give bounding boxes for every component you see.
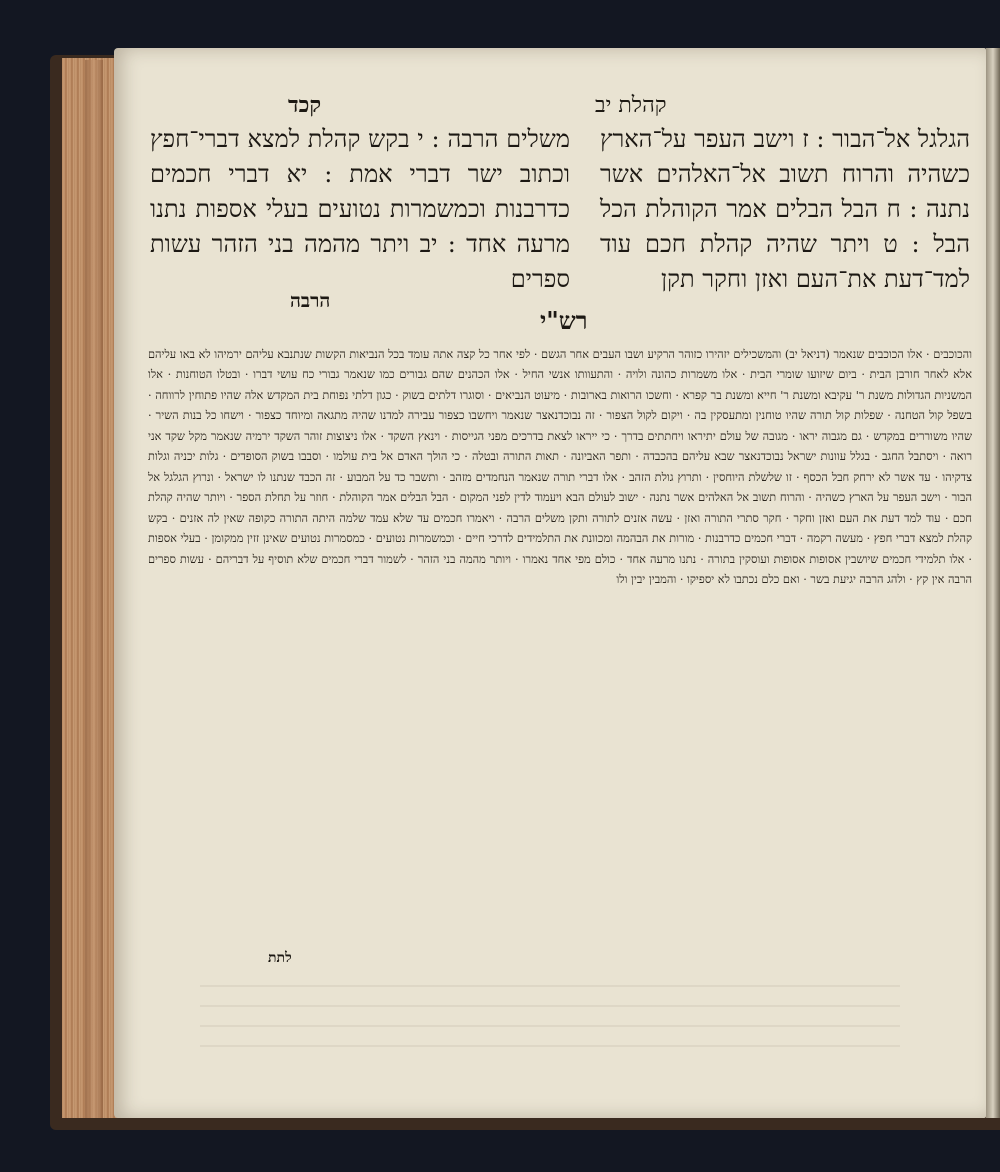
catchword-bottom: לתת bbox=[268, 950, 292, 966]
running-title: קהלת יב bbox=[595, 93, 667, 118]
page-edges-shadow bbox=[85, 60, 103, 1118]
commentary-title: רש"י bbox=[540, 306, 588, 335]
page-number: קכד bbox=[288, 92, 322, 118]
rashi-commentary: והכוכבים · אלו הכוכבים שנאמר (דניאל יב) והמשכילים יזהירו כזוהר הרקיע ושבו העבים אחר הגשם · לפי אחר כל קצה אתה עומד בכל הנביאות הקשות שנתנבא עליהם ירמיהו לא באו עליהם אלא לאחר חורבן הבית · ביום שיזועו שומרי הבית · אלו משמרות כהונה ולויה · והתעוותו אנשי החיל · אלו הכהנים שהם גבורים כמו שנאמר גבורי כח עושי דברו · ובטלו הטוחנות · אלו המשניות הגדולות משנת ר' עקיבא ומשנת ר' חייא ומשנת בר קפרא · וחשכו הרואות בארובות · מיעוט הנביאים · וסוגרו דלתים בשוק · כגון דלתי נפוחת בית המקדש אלה שהיו פתוחין לרווחה · בשפל קול הטחנה · שפלות קול תורה שהיו טוחנין ומתעסקין בה · ויקום לקול הצפור · זה נבוכדנאצר שנאמר ויחשבו כצפור עבירה למדנו שהיה מתגאה ומיוחד כצפור · וישחו כל בנות השיר · שהיו משוררים במקדש · גם מגבוה יראו · מגובה של עולם יתיראו ויחתתים בדרך · כי ייראו לצאת בדרכים מפני הגייסות · וינאץ השקד · אלו ניצוצות זוהר השקד ירמיה שנאמר מקל שקד אני רואה · ויסתבל החגב · בגלל עוונות ישראל נבוכדנאצר שבא עליהם בהכבדה · ותפר האביונה · תאות התורה ובטלה · כי הולך האדם אל בית עולמו · וסבבו בשוק הסופדים · גלות יכניה וגלות צדקיהו · עד אשר לא ירחק חבל הכסף · זו שלשלת היוחסין · ותרוץ גולת הזהב · אלו דברי תורה שנאמר הנחמדים מזהב · ותשבר כד על המבוע · זה הכבד שנתנו לו ישראל · ונרוץ הגלגל אל הבור · וישב העפר על הארץ כשהיה · והרוח תשוב אל האלהים אשר נתנה · ישוב לעולם הבא ויעמוד לדין לפני המקום · הבל הבלים אמר הקוהלת · חוזר על תחלת הספר · ויותר שהיה קהלת חכם · עוד למד דעת את העם ואזן וחקר · חקר סתרי התורה ואזן · עשה אזנים לתורה ותקן משלים הרבה · ויאמרו חכמים עד שלא עמד שלמה היתה התורה כקופה שאין לה אזנים · בקש קהלת למצא דברי חפץ · מעשה רקמה · דברי חכמים כדרבנות · מורות את הבהמה ומכוונת את התלמידים לדרכי חיים · וכמשמרות נטועים · כמסמרות נטועים שאינן זזין ממקומן · בעלי אספות · אלו תלמידי חכמים שיושבין אסופות אסופות ועוסקין בתורה · נתנו מרעה אחד · כולם מפי אחד נאמרו · ויותר מהמה בני הזהר · לשמור דברי חכמים שלא תוסיף על דבריהם · עשות ספרים הרבה אין קץ · ולהג הרבה יגיעת בשר · ואם כלם נכתבו לא יספיקו · והמבין יבין ולו bbox=[148, 348, 972, 586]
catchword-top: הרבה bbox=[290, 290, 331, 312]
right-binding bbox=[986, 48, 1000, 1118]
verse-column-left: משלים הרבה : י בקש קהלת למצא דברי־חפץ וכתוב ישר דברי אמת : יא דברי חכמים כדרבנות וכמשמרות נטועים בעלי אספות נתנו מרעה אחד : יב ויתר מהמה בני הזהר עשות ספרים bbox=[150, 125, 570, 293]
bleed-through-texture bbox=[200, 985, 900, 1065]
verse-column-right: הגלגל אל־הבור : ז וישב העפר על־הארץ כשהיה והרוח תשוב אל־האלהים אשר נתנה : ח הבל הבלים אמר הקוהלת הכל הבל : ט ויתר שהיה קהלת חכם עוד למד־דעת את־העם ואזן וחקר תקן bbox=[599, 125, 970, 293]
